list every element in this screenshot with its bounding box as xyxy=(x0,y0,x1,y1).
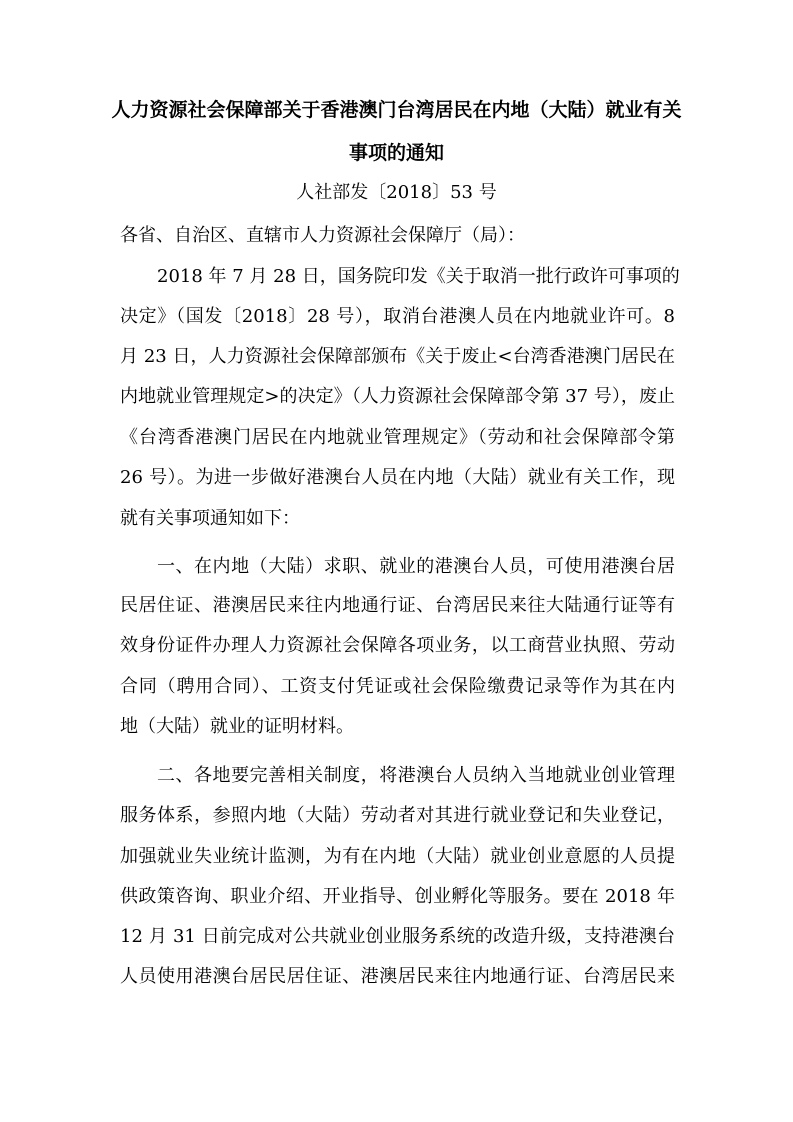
paragraph-3-line: 12 月 31 日前完成对公共就业创业服务系统的改造升级，支持港澳台 xyxy=(120,926,675,947)
salutation: 各省、自治区、直辖市人力资源社会保障厅（局）： xyxy=(120,225,525,246)
paragraph-3-line: 二、各地要完善相关制度，将港澳台人员纳入当地就业创业管理 xyxy=(157,765,675,786)
document-number: 人社部发〔2018〕53 号 xyxy=(296,182,497,203)
paragraph-1-line: 《台湾香港澳门居民在内地就业管理规定》（劳动和社会保障部令第 xyxy=(120,427,675,448)
document-title-line-1: 人力资源社会保障部关于香港澳门台湾居民在内地（大陆）就业有关 xyxy=(111,99,682,121)
document-title-line-2: 事项的通知 xyxy=(348,142,444,164)
paragraph-2-line: 效身份证件办理人力资源社会保障各项业务，以工商营业执照、劳动 xyxy=(120,635,675,656)
paragraph-1-line: 就有关事项通知如下： xyxy=(120,508,300,529)
paragraph-1-line: 月 23 日，人力资源社会保障部颁布《关于废止<台湾香港澳门居民在 xyxy=(120,346,675,367)
paragraph-2-line: 民居住证、港澳居民来往内地通行证、台湾居民来往大陆通行证等有 xyxy=(120,595,675,616)
paragraph-3-line: 加强就业失业统计监测，为有在内地（大陆）就业创业意愿的人员提 xyxy=(120,846,675,867)
paragraph-1-line: 26 号）。为进一步做好港澳台人员在内地（大陆）就业有关工作，现 xyxy=(120,467,675,488)
paragraph-2-line: 合同（聘用合同）、工资支付凭证或社会保险缴费记录等作为其在内 xyxy=(120,676,675,697)
paragraph-3-line: 供政策咨询、职业介绍、开业指导、创业孵化等服务。要在 2018 年 xyxy=(120,886,675,907)
paragraph-1-line: 2018 年 7 月 28 日，国务院印发《关于取消一批行政许可事项的 xyxy=(157,266,680,287)
paragraph-1-line: 内地就业管理规定>的决定》（人力资源社会保障部令第 37 号），废止 xyxy=(120,386,675,407)
paragraph-1-line: 决定》（国发〔2018〕28 号），取消台港澳人员在内地就业许可。8 xyxy=(120,306,675,327)
paragraph-3-line: 服务体系，参照内地（大陆）劳动者对其进行就业登记和失业登记， xyxy=(120,805,675,826)
paragraph-2-line: 地（大陆）就业的证明材料。 xyxy=(120,716,354,737)
paragraph-2-line: 一、在内地（大陆）求职、就业的港澳台人员，可使用港澳台居 xyxy=(157,556,675,577)
paragraph-3-line: 人员使用港澳台居民居住证、港澳居民来往内地通行证、台湾居民来 xyxy=(120,966,675,987)
